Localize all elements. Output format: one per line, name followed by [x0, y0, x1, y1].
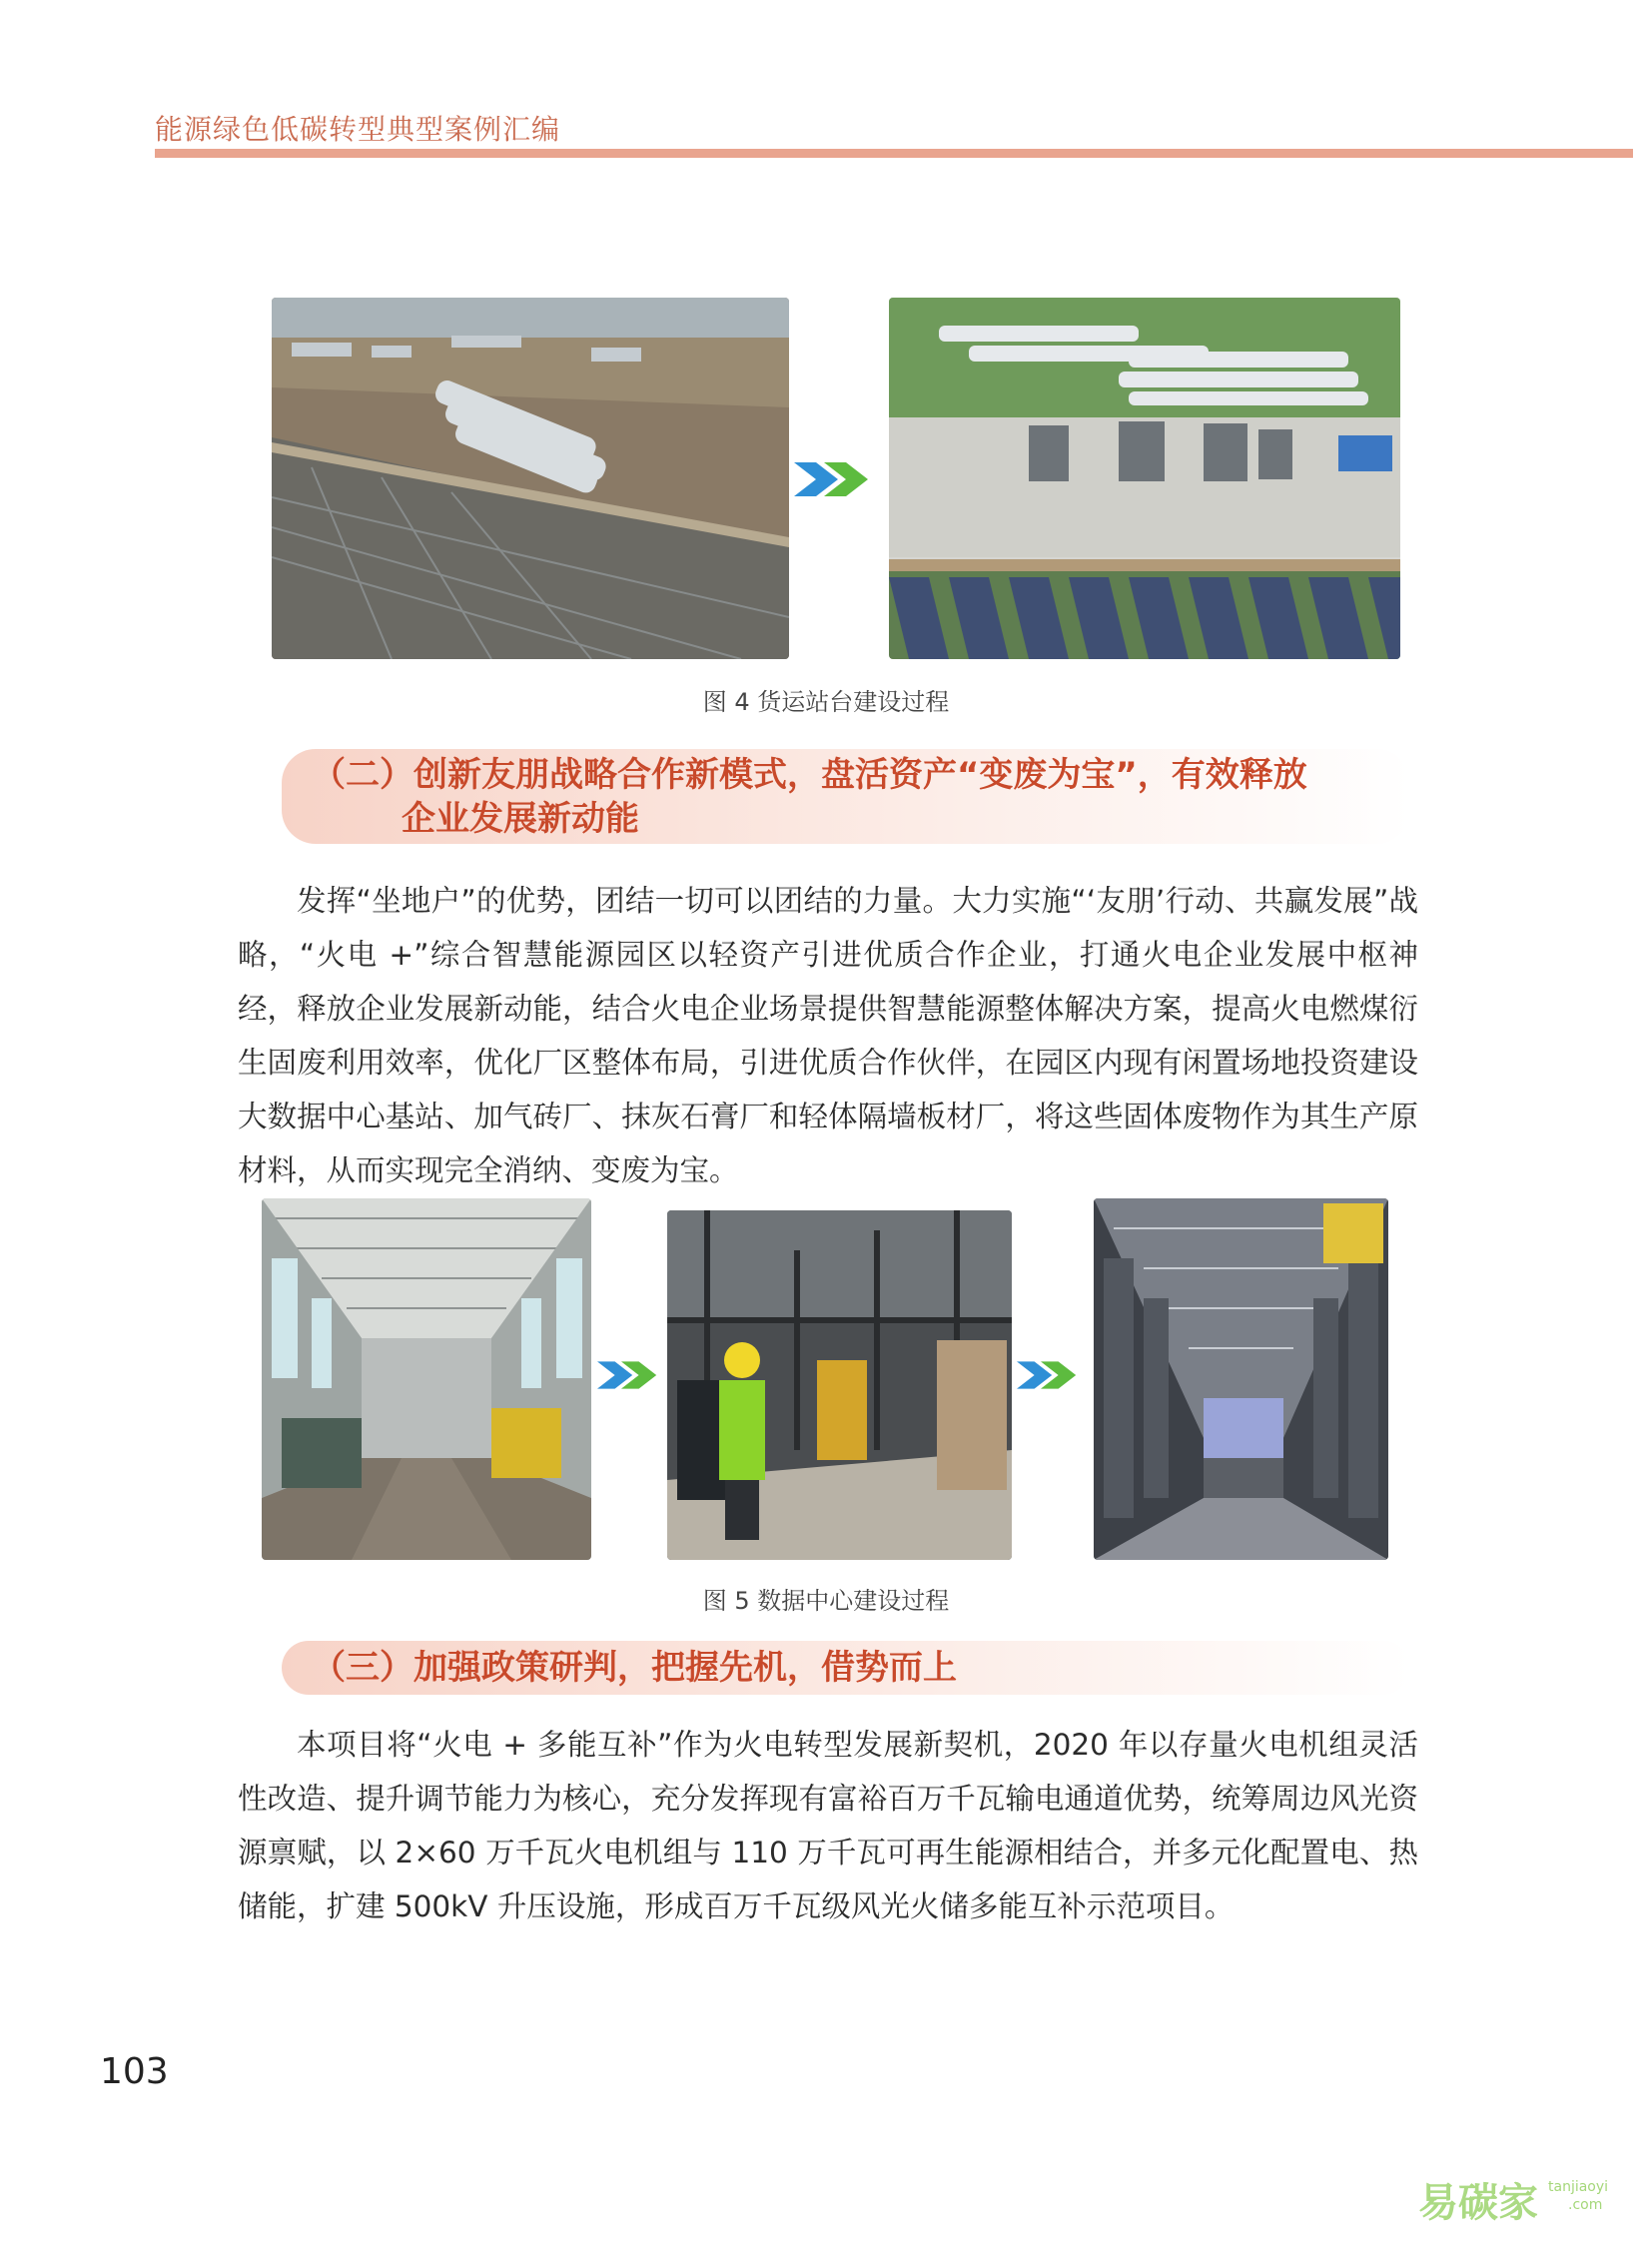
- running-header-title: 能源绿色低碳转型典型案例汇编: [155, 113, 561, 146]
- watermark-text: 易碳家: [1418, 2180, 1538, 2226]
- section-3-paragraph: 本项目将“火电 + 多能互补”作为火电转型发展新契机，2020 年以存量火电机组灵活性改造、提升调节能力为核心，充分发挥现有富裕百万千瓦输电通道优势，统筹周边风光资源禀赋，以 2×60 万千瓦火电机组与 110 万千瓦可再生能源相结合，并多元化配置电、热储能，扩建 500kV 升压设施，形成百万千瓦级风光火储多能互补示范项目。: [238, 1728, 1418, 1923]
- server-room-photo: [1094, 1198, 1388, 1560]
- section-3-heading: [282, 1641, 1410, 1695]
- section-2-heading-line2: 企业发展新动能: [402, 799, 639, 839]
- section-2-heading-line1: （二）创新友朋战略合作新模式，盘活资产“变废为宝”，有效释放: [312, 755, 1307, 795]
- aerial-site-before-photo: [272, 298, 789, 659]
- header-divider: [155, 149, 1633, 158]
- section-2-paragraph: 发挥“坐地户”的优势，团结一切可以团结的力量。大力实施“‘友朋’行动、共赢发展”战略，“火电 +”综合智慧能源园区以轻资产引进优质合作企业，打通火电企业发展中枢神经，释放企业发展新动能，结合火电企业场景提供智慧能源整体解决方案，提高火电燃煤衍生固废利用效率，优化厂区整体布局，引进优质合作伙伴，在园区内现有闲置场地投资建设大数据中心基站、加气砖厂、抹灰石膏厂和轻体隔墙板材厂，将这些固体废物作为其生产原材料，从而实现完全消纳、变废为宝。: [238, 884, 1418, 1187]
- construction-worker-photo: [667, 1210, 1012, 1560]
- watermark-logo: [1418, 2169, 1628, 2225]
- aerial-freight-platform-after-photo: [889, 298, 1400, 659]
- section-3-heading-text: （三）加强政策研判，把握先机，借势而上: [312, 1648, 957, 1688]
- factory-hall-photo: [262, 1198, 591, 1560]
- double-chevron-right-icon: [794, 454, 884, 504]
- page-number: 103: [100, 2051, 169, 2092]
- watermark-sub: tanjiaoyi: [1548, 2179, 1609, 2195]
- double-chevron-right-icon: [1017, 1355, 1089, 1395]
- figure-4-caption: 图 4 货运站台建设过程: [702, 688, 950, 716]
- section-2-heading: [282, 749, 1410, 844]
- double-chevron-right-icon: [597, 1355, 669, 1395]
- watermark-domain: .com: [1568, 2197, 1603, 2213]
- figure-5-caption: 图 5 数据中心建设过程: [702, 1587, 950, 1615]
